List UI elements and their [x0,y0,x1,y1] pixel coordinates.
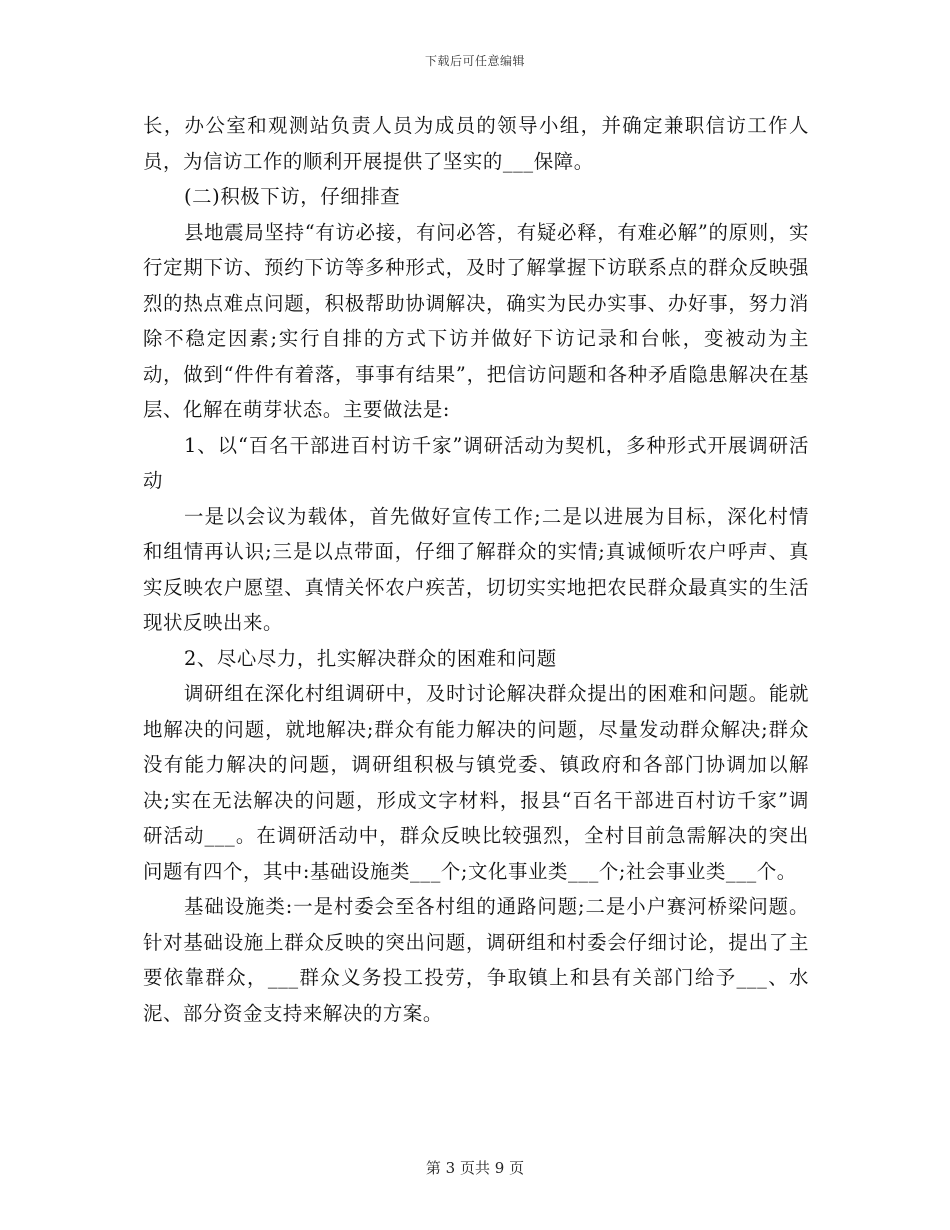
paragraph-continuation: 长，办公室和观测站负责人员为成员的领导小组，并确定兼职信访工作人员，为信访工作的顺利开展提供了坚实的___保障。 [143,114,809,173]
document-body [143,108,809,1031]
subheading-1: 1、以“百名干部进百村访千家”调研活动为契机，多种形式开展调研活动 [143,433,809,492]
subheading-2: 2、尽心尽力，扎实解决群众的困难和问题 [184,646,557,670]
page-number: 第 3 页共 9 页 [425,1159,525,1177]
page-header: 下载后可任意编辑 [424,54,525,68]
paragraph-problem-solving: 调研组在深化村组调研中，及时讨论解决群众提出的困难和问题。能就地解决的问题，就地解决;群众有能力解决的问题，尽量发动群众解决;群众没有能力解决的问题，调研组积极与镇党委、镇政府和各部门协调加以解决;实在无法解决的问题，形成文字材料，报县“百名干部进百村访千家”调研活动___。在调研活动中，群众反映比较强烈，全村目前急需解决的突出问题有四个，其中:基础设施类___个;文化事业类___个;社会事业类___个。 [143,682,809,883]
paragraph-principles: 县地震局坚持“有访必接，有问必答，有疑必释，有难必解”的原则，实行定期下访、预约下访等多种形式，及时了解掌握下访联系点的群众反映强烈的热点难点问题，积极帮助协调解决，确实为民办实事、办好事，努力消除不稳定因素;实行自排的方式下访并做好下访记录和台帐，变被动为主动，做到“件件有着落，事事有结果”，把信访问题和各种矛盾隐患解决在基层、化解在萌芽状态。主要做法是: [143,220,809,421]
paragraph-infrastructure: 基础设施类:一是村委会至各村组的通路问题;二是小户赛河桥梁问题。针对基础设施上群众反映的突出问题，调研组和村委会仔细讨论，提出了主要依靠群众，___群众义务投工投劳，争取镇上和县有关部门给予___、水泥、部分资金支持来解决的方案。 [143,895,809,1025]
paragraph-methods: 一是以会议为载体，首先做好宣传工作;二是以进展为目标，深化村情和组情再认识;三是以点带面，仔细了解群众的实情;真诚倾听农户呼声、真实反映农户愿望、真情关怀农户疾苦，切切实实地把农民群众最真实的生活现状反映出来。 [143,504,809,634]
section-heading-2: (二)积极下访，仔细排查 [184,185,401,208]
